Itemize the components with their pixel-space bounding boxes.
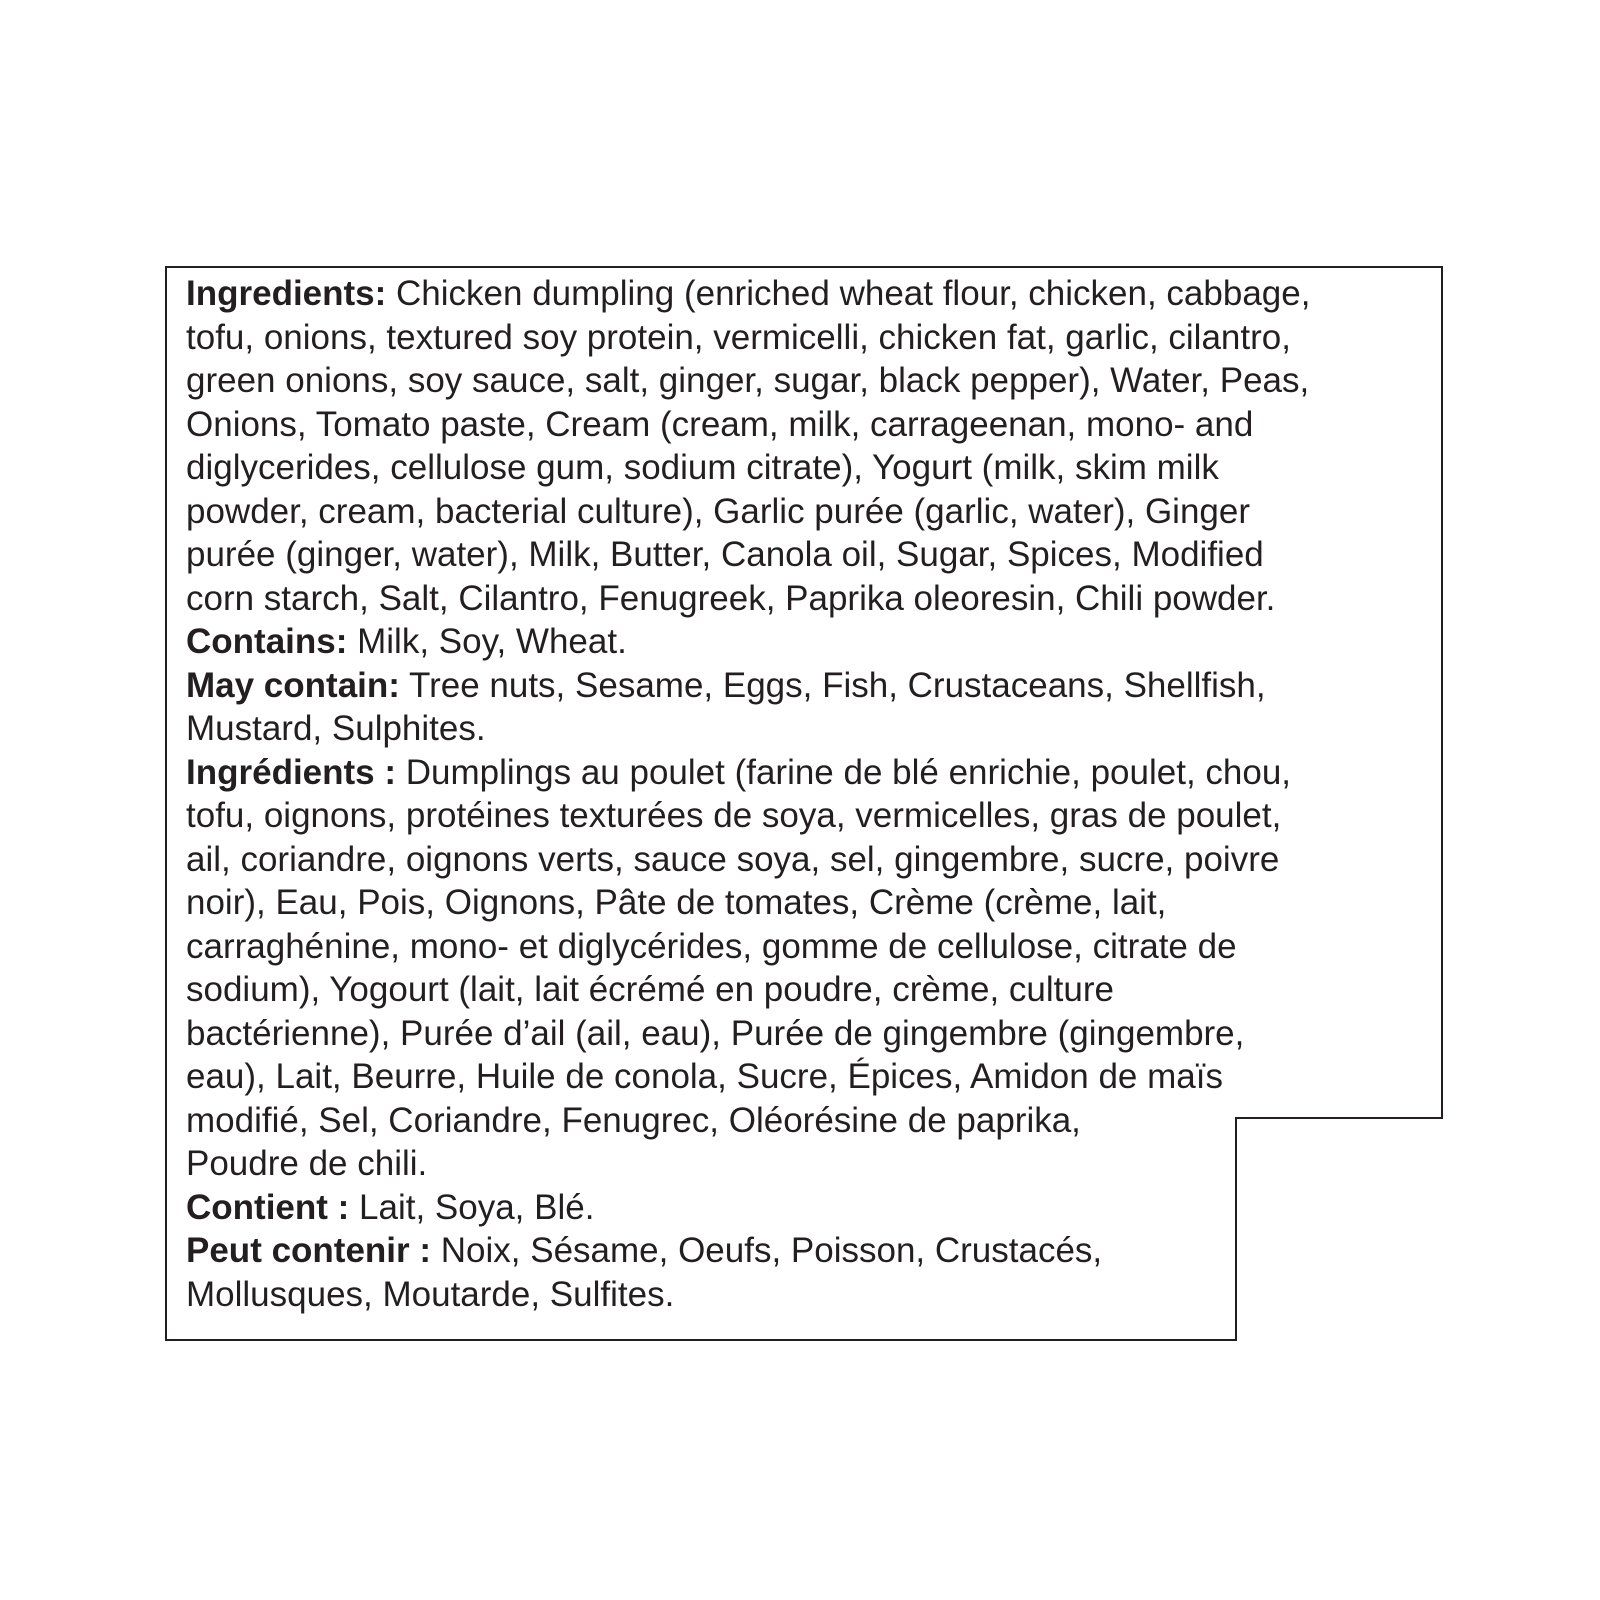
en-may-contain-text: Tree nuts, Sesame, Eggs, Fish, Crustaceans, Shellfish, bbox=[399, 665, 1266, 705]
en-contains-heading: Contains: bbox=[186, 622, 348, 661]
fr-may-contain-heading: Peut contenir : bbox=[186, 1231, 432, 1270]
en-ingredients-line: tofu, onions, textured soy protein, vermicelli, chicken fat, garlic, cilantro, bbox=[186, 317, 1291, 357]
fr-ingredients-line: tofu, oignons, protéines texturées de soya, vermicelles, gras de poulet, bbox=[186, 796, 1282, 835]
fr-contains-text: Lait, Soya, Blé. bbox=[349, 1187, 595, 1227]
en-ingredients-line: diglycerides, cellulose gum, sodium citrate), Yogurt (milk, skim milk bbox=[186, 448, 1219, 487]
fr-ingredients-line: noir), Eau, Pois, Oignons, Pâte de tomates, Crème (crème, lait, bbox=[186, 883, 1167, 922]
en-ingredients-line: Onions, Tomato paste, Cream (cream, milk, carrageenan, mono- and bbox=[186, 404, 1254, 444]
fr-ingredients-line: bactérienne), Purée d’ail (ail, eau), Purée de gingembre (gingembre, bbox=[186, 1013, 1245, 1053]
fr-contains-line bbox=[186, 1186, 1586, 1230]
en-may-contain-line bbox=[186, 664, 1586, 708]
fr-may-contain-line: Mollusques, Moutarde, Sulfites. bbox=[186, 1274, 675, 1314]
en-ingredients-line: powder, cream, bacterial culture), Garlic purée (garlic, water), Ginger bbox=[186, 491, 1251, 531]
fr-may-contain-line bbox=[186, 1229, 1586, 1273]
en-contains-text: Milk, Soy, Wheat. bbox=[347, 622, 627, 661]
fr-ingredients-line: eau), Lait, Beurre, Huile de conola, Sucre, Épices, Amidon de maïs bbox=[186, 1057, 1223, 1096]
fr-ingredients-line: sodium), Yogourt (lait, lait écrémé en poudre, crème, culture bbox=[186, 970, 1114, 1009]
en-ingredients-heading: Ingredients: bbox=[186, 274, 387, 313]
en-ingredients-line: green onions, soy sauce, salt, ginger, sugar, black pepper), Water, Peas, bbox=[186, 361, 1310, 400]
en-ingredients-line bbox=[186, 272, 1586, 316]
fr-ingredients-line: carraghénine, mono- et diglycérides, gomme de cellulose, citrate de bbox=[186, 926, 1237, 966]
en-ingredients-line: corn starch, Salt, Cilantro, Fenugreek, Paprika oleoresin, Chili powder. bbox=[186, 578, 1276, 618]
fr-ingredients-line: modifié, Sel, Coriandre, Fenugrec, Oléorésine de paprika, bbox=[186, 1100, 1081, 1140]
en-contains-line bbox=[186, 620, 1586, 664]
fr-ingredients-heading: Ingrédients : bbox=[186, 752, 397, 792]
fr-ingredients-text: Dumplings au poulet (farine de blé enrichie, poulet, chou, bbox=[396, 752, 1292, 792]
en-ingredients-text: Chicken dumpling (enriched wheat flour, chicken, cabbage, bbox=[386, 274, 1311, 313]
en-ingredients-line: purée (ginger, water), Milk, Butter, Canola oil, Sugar, Spices, Modified bbox=[186, 535, 1264, 574]
fr-may-contain-text: Noix, Sésame, Oeufs, Poisson, Crustacés, bbox=[431, 1231, 1103, 1270]
fr-ingredients-line bbox=[186, 751, 1586, 795]
en-may-contain-line: Mustard, Sulphites. bbox=[186, 709, 486, 748]
fr-ingredients-line: Poudre de chili. bbox=[186, 1144, 428, 1183]
fr-ingredients-line: ail, coriandre, oignons verts, sauce soya, sel, gingembre, sucre, poivre bbox=[186, 839, 1280, 879]
en-may-contain-heading: May contain: bbox=[186, 665, 400, 705]
ingredient-panel bbox=[186, 272, 1586, 1316]
fr-contains-heading: Contient : bbox=[186, 1187, 350, 1227]
